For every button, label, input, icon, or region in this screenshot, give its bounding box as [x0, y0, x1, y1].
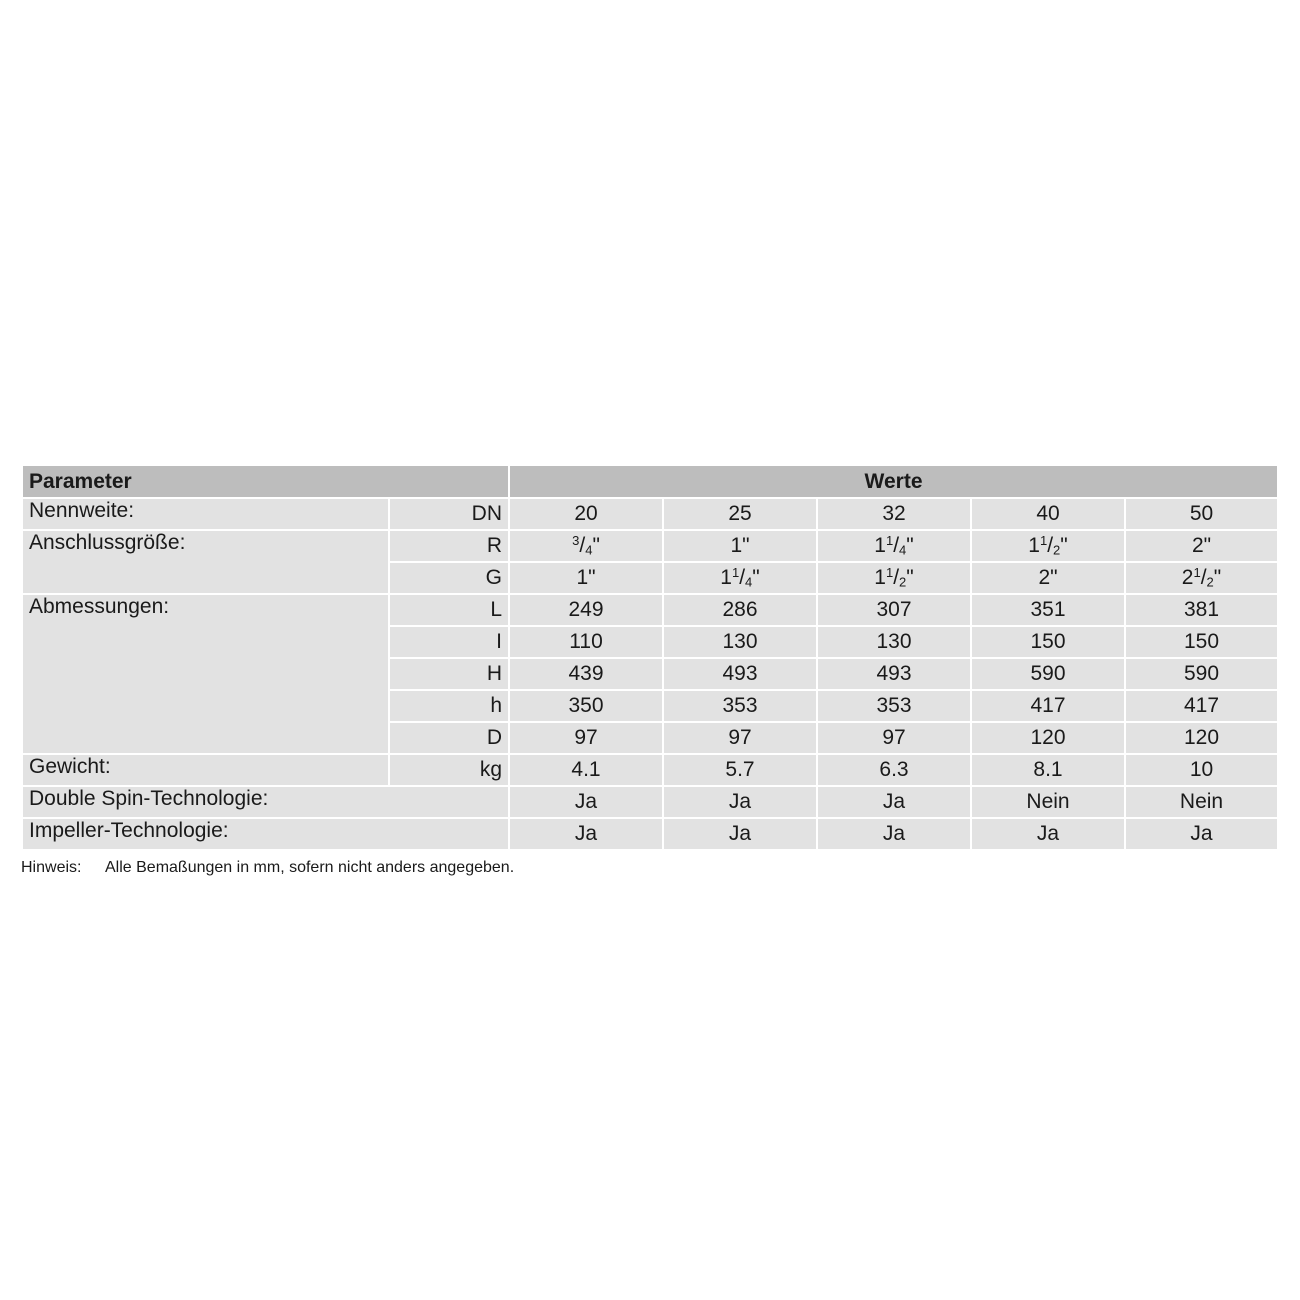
value-cell: $1^1/_4$"	[817, 530, 971, 562]
value-cell: 120	[971, 722, 1125, 754]
value-cell: 351	[971, 594, 1125, 626]
row-unit: I	[389, 626, 509, 658]
row-label: Double Spin-Technologie:	[22, 786, 509, 818]
value-cell: 97	[817, 722, 971, 754]
row-unit: R	[389, 530, 509, 562]
value-cell: 439	[509, 658, 663, 690]
value-cell: 493	[663, 658, 817, 690]
value-cell: 493	[817, 658, 971, 690]
value-cell: Ja	[817, 818, 971, 850]
table-row	[22, 754, 1278, 786]
row-label: Abmessungen:	[22, 594, 389, 754]
row-unit: h	[389, 690, 509, 722]
spec-table	[21, 464, 1279, 851]
value-cell: $^3/_4$"	[509, 530, 663, 562]
value-cell: Nein	[1125, 786, 1278, 818]
value-cell: Ja	[971, 818, 1125, 850]
value-cell: 307	[817, 594, 971, 626]
value-cell: $2^1/_2$"	[1125, 562, 1278, 594]
value-cell: 590	[971, 658, 1125, 690]
value-cell: Ja	[663, 818, 817, 850]
value-cell: $1^1/_2$"	[971, 530, 1125, 562]
value-cell: 381	[1125, 594, 1278, 626]
value-cell: Ja	[509, 786, 663, 818]
value-cell: 353	[817, 690, 971, 722]
row-label: Impeller-Technologie:	[22, 818, 509, 850]
value-cell: Ja	[1125, 818, 1278, 850]
value-cell: Ja	[663, 786, 817, 818]
table-header-row	[22, 465, 1278, 498]
value-cell: 25	[663, 498, 817, 530]
value-cell: 2"	[1125, 530, 1278, 562]
value-cell: 40	[971, 498, 1125, 530]
value-cell: 417	[971, 690, 1125, 722]
header-parameter: Parameter	[22, 465, 509, 498]
value-cell: 10	[1125, 754, 1278, 786]
row-unit: H	[389, 658, 509, 690]
note-text: Alle Bemaßungen in mm, sofern nicht anders angegeben.	[105, 859, 515, 876]
value-cell: 417	[1125, 690, 1278, 722]
value-cell: 97	[663, 722, 817, 754]
value-cell: Ja	[509, 818, 663, 850]
note-label: Hinweis:	[21, 859, 82, 876]
value-cell: 4.1	[509, 754, 663, 786]
table-row	[22, 594, 1278, 626]
table-row	[22, 786, 1278, 818]
value-cell: 249	[509, 594, 663, 626]
table-row	[22, 498, 1278, 530]
value-cell: 130	[817, 626, 971, 658]
value-cell: 1"	[509, 562, 663, 594]
value-cell: 590	[1125, 658, 1278, 690]
value-cell: 97	[509, 722, 663, 754]
row-unit: L	[389, 594, 509, 626]
value-cell: 350	[509, 690, 663, 722]
value-cell: 50	[1125, 498, 1278, 530]
value-cell: $1^1/_2$"	[817, 562, 971, 594]
row-unit: D	[389, 722, 509, 754]
value-cell: Nein	[971, 786, 1125, 818]
row-label: Gewicht:	[22, 754, 389, 786]
row-unit: DN	[389, 498, 509, 530]
row-label: Nennweite:	[22, 498, 389, 530]
value-cell: $1^1/_4$"	[663, 562, 817, 594]
table-body	[22, 498, 1278, 850]
value-cell: 286	[663, 594, 817, 626]
value-cell: 353	[663, 690, 817, 722]
value-cell: 2"	[971, 562, 1125, 594]
table-row	[22, 530, 1278, 562]
value-cell: 8.1	[971, 754, 1125, 786]
value-cell: 5.7	[663, 754, 817, 786]
value-cell: Ja	[817, 786, 971, 818]
value-cell: 32	[817, 498, 971, 530]
value-cell: 1"	[663, 530, 817, 562]
header-values: Werte	[509, 465, 1278, 498]
row-unit: kg	[389, 754, 509, 786]
value-cell: 150	[971, 626, 1125, 658]
note	[21, 859, 514, 877]
value-cell: 110	[509, 626, 663, 658]
value-cell: 120	[1125, 722, 1278, 754]
value-cell: 130	[663, 626, 817, 658]
row-label: Anschlussgröße:	[22, 530, 389, 594]
value-cell: 150	[1125, 626, 1278, 658]
table-row	[22, 818, 1278, 850]
row-unit: G	[389, 562, 509, 594]
value-cell: 20	[509, 498, 663, 530]
value-cell: 6.3	[817, 754, 971, 786]
